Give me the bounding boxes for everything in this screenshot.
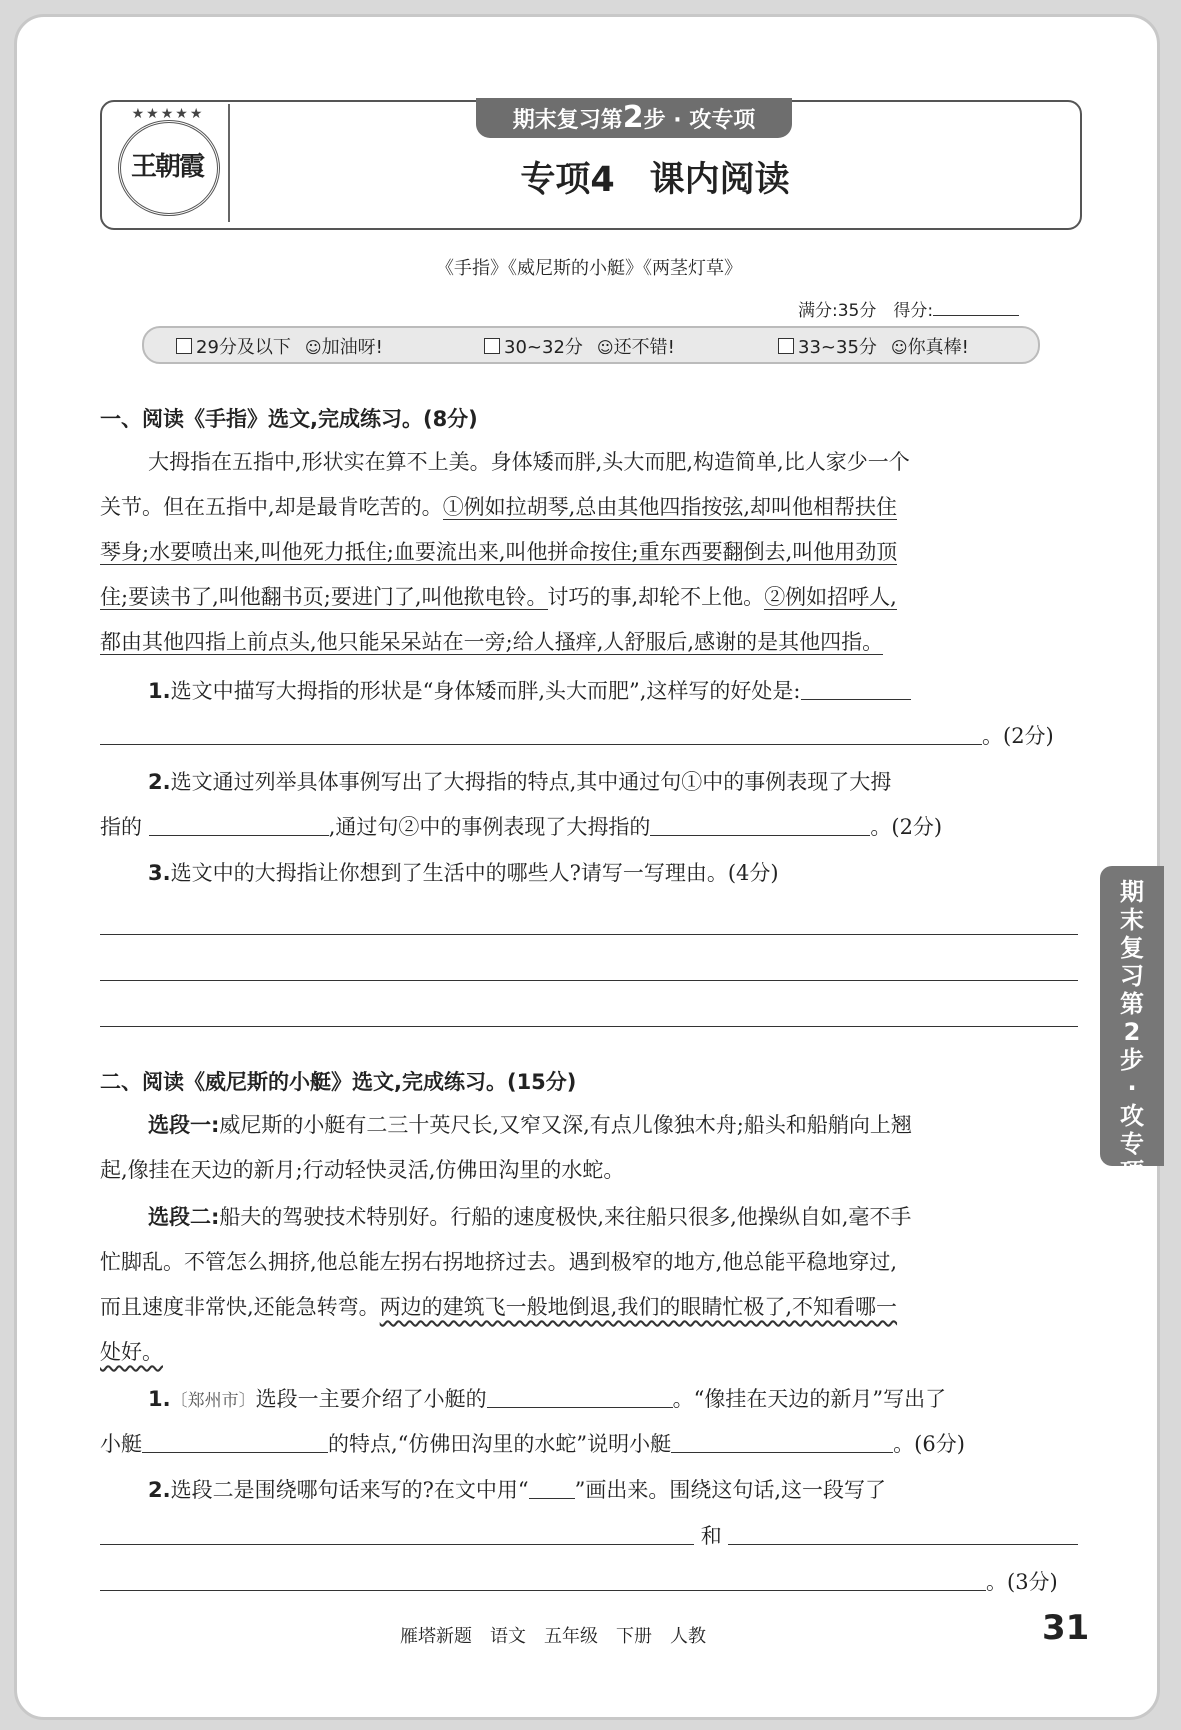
answer-blank[interactable]	[650, 815, 870, 836]
book-list: 《手指》《威尼斯的小艇》《两茎灯草》	[436, 258, 742, 279]
page-number: 31	[1042, 1608, 1090, 1648]
checkbox[interactable]	[778, 338, 794, 354]
passage-line: 关节。但在五指中,却是最肯吃苦的。①例如拉胡琴,总由其他四指按弦,却叫他相帮扶住	[100, 495, 898, 519]
question: 2.选文通过列举具体事例写出了大拇指的特点,其中通过句①中的事例表现了大拇	[148, 770, 892, 794]
answer-blank[interactable]	[728, 1524, 1078, 1545]
answer-line[interactable]	[100, 1026, 1078, 1027]
question: 1.选文中描写大拇指的形状是“身体矮而胖,头大而肥”,这样写的好处是:	[100, 676, 1126, 706]
star-icon: ★★★★★	[131, 106, 205, 122]
answer-blank[interactable]	[801, 679, 911, 700]
checkbox[interactable]	[484, 338, 500, 354]
passage-line: 琴身;水要喷出来,叫他死力抵住;血要流出来,叫他拼命按住;重东西要翻倒去,叫他用劲顶	[100, 540, 898, 564]
score-blank[interactable]	[933, 315, 1019, 316]
question-cont: 。(3分)	[100, 1567, 1078, 1597]
passage-line: 起,像挂在天边的新月;行动轻快灵活,仿佛田沟里的水蛇。	[100, 1158, 625, 1182]
stage-tab: 期末复习第2步 · 攻专项	[476, 98, 792, 138]
smile-icon: ☺	[304, 338, 322, 357]
side-tab: 期末复习第2步·攻专项	[1100, 866, 1164, 1166]
checkbox[interactable]	[176, 338, 192, 354]
answer-blank[interactable]	[100, 724, 982, 745]
level-item: 30~32分 ☺还不错!	[484, 333, 675, 359]
smile-icon: ☺	[596, 338, 614, 357]
question-cont: 小艇 的特点,“仿佛田沟里的水蛇”说明小艇 。(6分)	[100, 1432, 965, 1456]
question-cont: 指的 ,通过句②中的事例表现了大拇指的 。(2分)	[100, 815, 943, 839]
question: 1.〔郑州市〕选段一主要介绍了小艇的 。“像挂在天边的新月”写出了	[148, 1387, 947, 1411]
answer-line[interactable]	[100, 934, 1078, 935]
answer-blank[interactable]	[142, 1432, 328, 1453]
level-item: 29分及以下 ☺加油呀!	[176, 333, 383, 359]
passage-line: 处好。	[100, 1340, 163, 1364]
smile-icon: ☺	[890, 338, 908, 357]
score-line: 满分:35分 得分:	[798, 296, 1019, 321]
level-bar	[142, 326, 1040, 364]
section-heading: 二、阅读《威尼斯的小艇》选文,完成练习。(15分)	[100, 1070, 577, 1094]
answer-blank[interactable]	[100, 1570, 986, 1591]
passage-line: 而且速度非常快,还能急转弯。两边的建筑飞一般地倒退,我们的眼睛忙极了,不知看哪一	[100, 1295, 898, 1319]
logo-text: 王朝霞	[130, 152, 203, 182]
passage-line: 选段一:威尼斯的小艇有二三十英尺长,又窄又深,有点儿像独木舟;船头和船艄向上翘	[148, 1113, 912, 1137]
question-cont: 和	[100, 1521, 1078, 1551]
answer-blank[interactable]	[487, 1387, 673, 1408]
passage-line: 大拇指在五指中,形状实在算不上美。身体矮而胖,头大而肥,构造简单,比人家少一个	[148, 450, 910, 474]
section-heading: 一、阅读《手指》选文,完成练习。(8分)	[100, 407, 478, 431]
question-cont: 。(2分)	[100, 721, 1078, 751]
footer: 雁塔新题 语文 五年级 下册 人教	[400, 1626, 706, 1647]
question: 2.选段二是围绕哪句话来写的?在文中用“ ”画出来。围绕这句话,这一段写了	[148, 1478, 887, 1502]
passage-line: 选段二:船夫的驾驶技术特别好。行船的速度极快,来往船只很多,他操纵自如,毫不手	[148, 1205, 912, 1229]
question: 3.选文中的大拇指让你想到了生活中的哪些人?请写一写理由。(4分)	[148, 861, 779, 885]
answer-blank[interactable]	[529, 1478, 575, 1499]
publisher-logo	[108, 104, 230, 222]
answer-blank[interactable]	[671, 1432, 893, 1453]
passage-line: 住;要读书了,叫他翻书页;要进门了,叫他揿电铃。讨巧的事,却轮不上他。②例如招呼人,	[100, 585, 897, 609]
page-title: 专项4 课内阅读	[520, 160, 790, 200]
level-item: 33~35分 ☺你真棒!	[778, 333, 969, 359]
answer-blank[interactable]	[100, 1524, 694, 1545]
answer-line[interactable]	[100, 980, 1078, 981]
answer-blank[interactable]	[149, 815, 329, 836]
passage-line: 都由其他四指上前点头,他只能呆呆站在一旁;给人搔痒,人舒服后,感谢的是其他四指。	[100, 630, 884, 654]
passage-line: 忙脚乱。不管怎么拥挤,他总能左拐右拐地挤过去。遇到极窄的地方,他总能平稳地穿过,	[100, 1250, 898, 1274]
